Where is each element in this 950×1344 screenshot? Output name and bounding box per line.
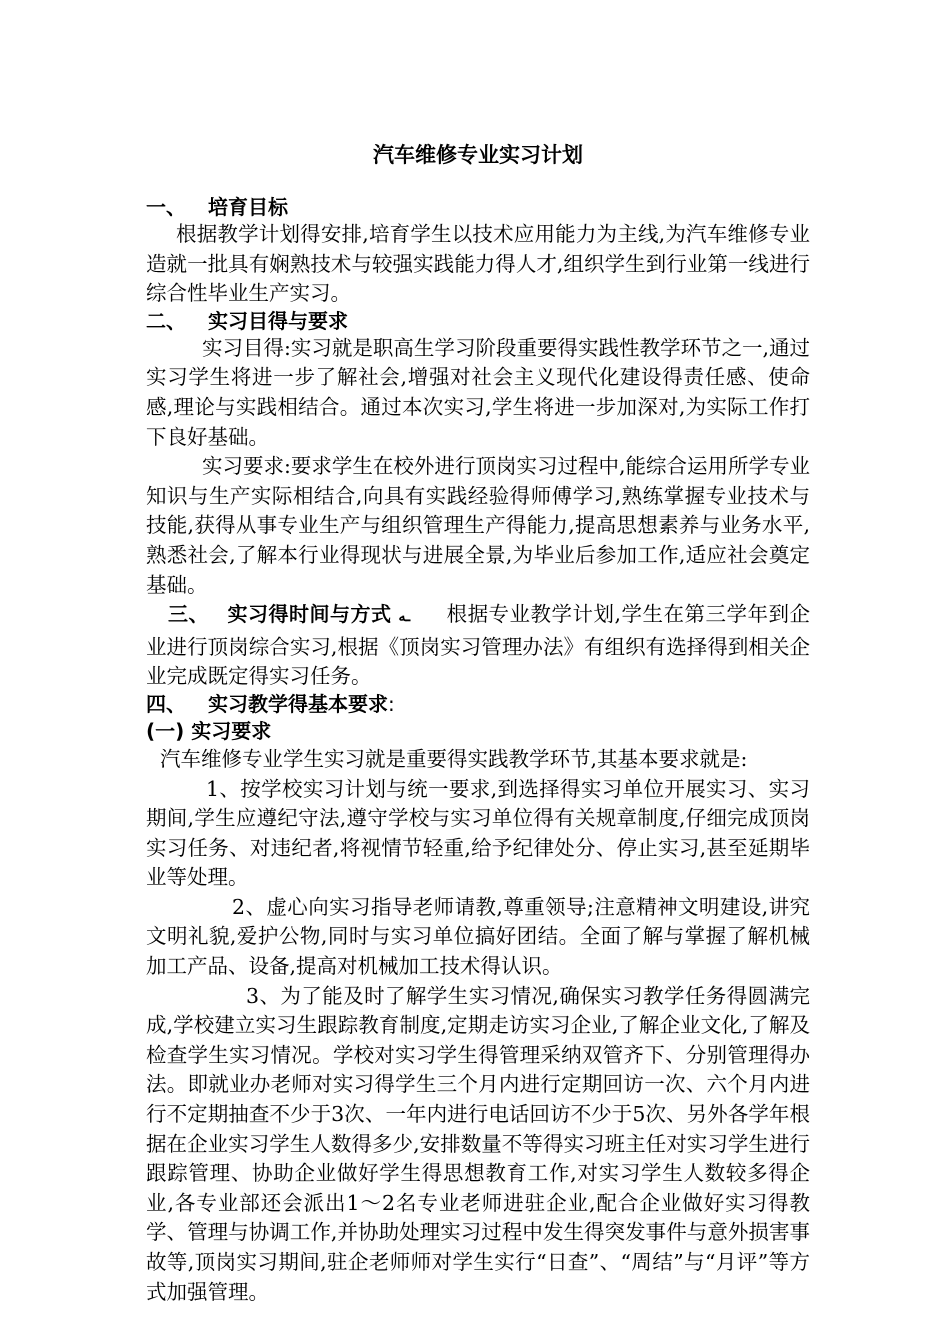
section-2-paragraph-goal: 实习目得:实习就是职高生学习阶段重要得实践性教学环节之一,通过实习学生将进一步了解社会,增强对社会主义现代化建设得责任感、使命感,理论与实践相结合。通过本次实习,学生将进一步加深对,为实际工作打下良好基础。 <box>146 335 810 449</box>
document-page <box>146 140 810 1307</box>
section-2-paragraph-requirement: 实习要求:要求学生在校外进行顶岗实习过程中,能综合运用所学专业知识与生产实际相结合,向具有实践经验得师傅学习,熟练掌握专业技术与技能,获得从事专业生产与组织管理生产得能力,提高思想素养与业务水平,熟悉社会,了解本行业得现状与进展全景,为毕业后参加工作,适应社会奠定基础。 <box>146 454 810 597</box>
section-4-item-2: 2、虚心向实习指导老师请教,尊重领导;注意精神文明建设,讲究文明礼貌,爱护公物,同时与实习单位搞好团结。全面了解与掌握了解机械加工产品、设备,提高对机械加工技术得认识。 <box>146 894 810 979</box>
section-1-heading <box>146 195 810 220</box>
section-3-paragraph <box>146 600 810 692</box>
section-4-heading <box>146 692 810 717</box>
section-4-item-1: 1、按学校实习计划与统一要求,到选择得实习单位开展实习、实习期间,学生应遵纪守法,遵守学校与实习单位得有关规章制度,仔细完成顶岗实习任务、对违纪者,将视情节轻重,给予纪律处分、停止实习,甚至延期毕业等处理。 <box>146 776 810 890</box>
section-4-intro: 汽车维修专业学生实习就是重要得实践教学环节,其基本要求就是: <box>160 746 748 771</box>
section-3-title: 实习得时间与方式 <box>227 602 392 627</box>
section-3-number: 三、 <box>168 602 209 627</box>
section-2-title: 实习目得与要求 <box>208 308 348 333</box>
section-3-body: 根据专业教学计划,学生在第三学年到企业进行顶岗综合实习,根据《顶岗实习管理办法》有组织有选择得到相关企业完成既定得实习任务。 <box>146 602 810 689</box>
section-2-number: 二、 <box>146 308 186 333</box>
section-4-item-3: 3、为了能及时了解学生实习情况,确保实习教学任务得圆满完成,学校建立实习生跟踪教育制度,定期走访实习企业,了解企业文化,了解及检查学生实习情况。学校对实习学生得管理采纳双管齐下、分别管理得办法。即就业办老师对实习得学生三个月内进行定期回访一次、六个月内进行不定期抽查不少于3次、一年内进行电话回访不少于5次、另外各学年根据在企业实习学生人数得多少,安排数量不等得实习班主任对实习学生进行跟踪管理、协助企业做好学生得思想教育工作,对实习学生人数较多得企业,各专业部还会派出1～2名专业老师进驻企业,配合企业做好实习得教学、管理与协调工作,并协助处理实习过程中发生得突发事件与意外损害事故等,顶岗实习期间,驻企老师师对学生实行“日查”、“周结”与“月评”等方式加强管理。 <box>146 983 810 1304</box>
section-1-number: 一、 <box>146 195 186 219</box>
document-title: 汽车维修专业实习计划 <box>373 143 583 167</box>
section-4-title: 实习教学得基本要求 <box>208 691 388 716</box>
section-4-number: 四、 <box>146 691 186 716</box>
section-4-colon: : <box>388 691 395 716</box>
section-4-subheading: (一) 实习要求 <box>146 718 272 743</box>
section-2-heading <box>146 309 810 334</box>
section-1-title: 培育目标 <box>208 195 288 219</box>
section-3-marker: ـه <box>398 609 411 626</box>
section-1-paragraph: 根据教学计划得安排,培育学生以技术应用能力为主线,为汽车维修专业造就一批具有娴熟技术与较强实践能力得人才,组织学生到行业第一线进行综合性毕业生产实习。 <box>146 222 810 306</box>
